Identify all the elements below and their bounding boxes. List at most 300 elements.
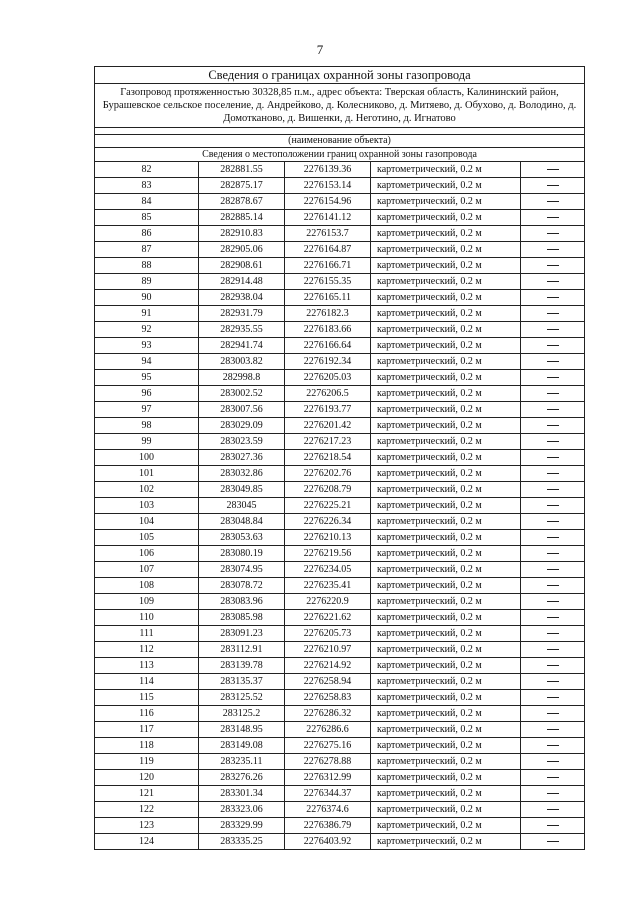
method-cell: картометрический, 0.2 м	[371, 402, 521, 418]
dash-mark	[547, 553, 559, 554]
table-row	[95, 498, 585, 514]
table-row	[95, 610, 585, 626]
spacer-row	[95, 128, 585, 135]
y-coordinate-cell: 2276235.41	[285, 578, 371, 594]
method-cell: картометрический, 0.2 м	[371, 562, 521, 578]
method-cell: картометрический, 0.2 м	[371, 258, 521, 274]
dash-mark	[547, 457, 559, 458]
dash-mark	[547, 841, 559, 842]
y-coordinate-cell: 2276164.87	[285, 242, 371, 258]
x-coordinate-cell: 282914.48	[199, 274, 285, 290]
dash-mark	[547, 169, 559, 170]
empty-value-cell	[521, 706, 585, 722]
x-coordinate-cell: 282931.79	[199, 306, 285, 322]
point-number-cell: 99	[95, 434, 199, 450]
empty-value-cell	[521, 626, 585, 642]
empty-value-cell	[521, 434, 585, 450]
y-coordinate-cell: 2276221.62	[285, 610, 371, 626]
table-row	[95, 178, 585, 194]
coordinates-table	[94, 66, 585, 850]
point-number-cell: 121	[95, 786, 199, 802]
y-coordinate-cell: 2276183.66	[285, 322, 371, 338]
dash-mark	[547, 601, 559, 602]
table-row	[95, 562, 585, 578]
method-cell: картометрический, 0.2 м	[371, 834, 521, 850]
y-coordinate-cell: 2276192.34	[285, 354, 371, 370]
table-row	[95, 226, 585, 242]
dash-mark	[547, 681, 559, 682]
empty-value-cell	[521, 690, 585, 706]
y-coordinate-cell: 2276205.73	[285, 626, 371, 642]
method-cell: картометрический, 0.2 м	[371, 306, 521, 322]
x-coordinate-cell: 283148.95	[199, 722, 285, 738]
method-cell: картометрический, 0.2 м	[371, 514, 521, 530]
document-title: Сведения о границах охранной зоны газопровода	[95, 67, 585, 84]
dash-mark	[547, 633, 559, 634]
x-coordinate-cell: 283053.63	[199, 530, 285, 546]
x-coordinate-cell: 283323.06	[199, 802, 285, 818]
table-row	[95, 370, 585, 386]
dash-mark	[547, 745, 559, 746]
method-cell: картометрический, 0.2 м	[371, 386, 521, 402]
empty-value-cell	[521, 274, 585, 290]
point-number-cell: 90	[95, 290, 199, 306]
y-coordinate-cell: 2276166.64	[285, 338, 371, 354]
location-heading: Сведения о местоположении границ охранной зоны газопровода	[95, 148, 585, 162]
method-cell: картометрический, 0.2 м	[371, 770, 521, 786]
method-cell: картометрический, 0.2 м	[371, 594, 521, 610]
table-row	[95, 354, 585, 370]
dash-mark	[547, 297, 559, 298]
empty-value-cell	[521, 306, 585, 322]
y-coordinate-cell: 2276403.92	[285, 834, 371, 850]
point-number-cell: 114	[95, 674, 199, 690]
table-row	[95, 578, 585, 594]
point-number-cell: 93	[95, 338, 199, 354]
point-number-cell: 123	[95, 818, 199, 834]
dash-mark	[547, 505, 559, 506]
x-coordinate-cell: 283125.52	[199, 690, 285, 706]
x-coordinate-cell: 283048.84	[199, 514, 285, 530]
y-coordinate-cell: 2276218.54	[285, 450, 371, 466]
empty-value-cell	[521, 738, 585, 754]
y-coordinate-cell: 2276258.94	[285, 674, 371, 690]
y-coordinate-cell: 2276312.99	[285, 770, 371, 786]
dash-mark	[547, 345, 559, 346]
method-cell: картометрический, 0.2 м	[371, 626, 521, 642]
x-coordinate-cell: 283235.11	[199, 754, 285, 770]
empty-value-cell	[521, 418, 585, 434]
table-row	[95, 434, 585, 450]
point-number-cell: 124	[95, 834, 199, 850]
method-cell: картометрический, 0.2 м	[371, 738, 521, 754]
method-cell: картометрический, 0.2 м	[371, 802, 521, 818]
point-number-cell: 107	[95, 562, 199, 578]
method-cell: картометрический, 0.2 м	[371, 226, 521, 242]
empty-value-cell	[521, 402, 585, 418]
dash-mark	[547, 489, 559, 490]
method-cell: картометрический, 0.2 м	[371, 754, 521, 770]
x-coordinate-cell: 283080.19	[199, 546, 285, 562]
dash-mark	[547, 665, 559, 666]
point-number-cell: 112	[95, 642, 199, 658]
x-coordinate-cell: 283074.95	[199, 562, 285, 578]
x-coordinate-cell: 283085.98	[199, 610, 285, 626]
caption-row	[95, 135, 585, 148]
point-number-cell: 98	[95, 418, 199, 434]
point-number-cell: 109	[95, 594, 199, 610]
dash-mark	[547, 521, 559, 522]
x-coordinate-cell: 283125.2	[199, 706, 285, 722]
method-cell: картометрический, 0.2 м	[371, 498, 521, 514]
dash-mark	[547, 569, 559, 570]
y-coordinate-cell: 2276153.14	[285, 178, 371, 194]
y-coordinate-cell: 2276220.9	[285, 594, 371, 610]
x-coordinate-cell: 283027.36	[199, 450, 285, 466]
table-row	[95, 658, 585, 674]
x-coordinate-cell: 282938.04	[199, 290, 285, 306]
point-number-cell: 86	[95, 226, 199, 242]
y-coordinate-cell: 2276226.34	[285, 514, 371, 530]
y-coordinate-cell: 2276210.97	[285, 642, 371, 658]
point-number-cell: 82	[95, 162, 199, 178]
x-coordinate-cell: 283329.99	[199, 818, 285, 834]
y-coordinate-cell: 2276234.05	[285, 562, 371, 578]
table-row	[95, 386, 585, 402]
y-coordinate-cell: 2276205.03	[285, 370, 371, 386]
empty-value-cell	[521, 242, 585, 258]
empty-value-cell	[521, 194, 585, 210]
y-coordinate-cell: 2276214.92	[285, 658, 371, 674]
empty-value-cell	[521, 322, 585, 338]
table-row	[95, 306, 585, 322]
y-coordinate-cell: 2276202.76	[285, 466, 371, 482]
x-coordinate-cell: 283003.82	[199, 354, 285, 370]
dash-mark	[547, 809, 559, 810]
dash-mark	[547, 649, 559, 650]
dash-mark	[547, 473, 559, 474]
object-description: Газопровод протяженностью 30328,85 п.м., адрес объекта: Тверская область, Калининский район, Бурашевское сельское поселение, д. Андрейково, д. Колесниково, д. Митяево, д. Обухово, д. Володино, д. Домотканово, д. Вишенки, д. Неготино, д. Игнатово	[95, 84, 585, 128]
y-coordinate-cell: 2276286.32	[285, 706, 371, 722]
table-row	[95, 466, 585, 482]
point-number-cell: 87	[95, 242, 199, 258]
dash-mark	[547, 409, 559, 410]
empty-value-cell	[521, 482, 585, 498]
method-cell: картометрический, 0.2 м	[371, 818, 521, 834]
dash-mark	[547, 185, 559, 186]
dash-mark	[547, 537, 559, 538]
empty-value-cell	[521, 514, 585, 530]
empty-value-cell	[521, 594, 585, 610]
method-cell: картометрический, 0.2 м	[371, 482, 521, 498]
dash-mark	[547, 585, 559, 586]
method-cell: картометрический, 0.2 м	[371, 370, 521, 386]
point-number-cell: 84	[95, 194, 199, 210]
dash-mark	[547, 729, 559, 730]
point-number-cell: 83	[95, 178, 199, 194]
table-row	[95, 194, 585, 210]
empty-value-cell	[521, 562, 585, 578]
y-coordinate-cell: 2276153.7	[285, 226, 371, 242]
dash-mark	[547, 233, 559, 234]
x-coordinate-cell: 282910.83	[199, 226, 285, 242]
point-number-cell: 100	[95, 450, 199, 466]
y-coordinate-cell: 2276374.6	[285, 802, 371, 818]
dash-mark	[547, 361, 559, 362]
point-number-cell: 118	[95, 738, 199, 754]
point-number-cell: 102	[95, 482, 199, 498]
empty-value-cell	[521, 610, 585, 626]
table-row	[95, 802, 585, 818]
method-cell: картометрический, 0.2 м	[371, 290, 521, 306]
table-row	[95, 626, 585, 642]
dash-mark	[547, 249, 559, 250]
x-coordinate-cell: 283007.56	[199, 402, 285, 418]
table-row	[95, 418, 585, 434]
table-row	[95, 274, 585, 290]
empty-value-cell	[521, 162, 585, 178]
y-coordinate-cell: 2276258.83	[285, 690, 371, 706]
table-row	[95, 674, 585, 690]
empty-value-cell	[521, 338, 585, 354]
empty-value-cell	[521, 354, 585, 370]
table-row	[95, 818, 585, 834]
empty-value-cell	[521, 210, 585, 226]
table-row	[95, 530, 585, 546]
y-coordinate-cell: 2276139.36	[285, 162, 371, 178]
dash-mark	[547, 713, 559, 714]
x-coordinate-cell: 282878.67	[199, 194, 285, 210]
y-coordinate-cell: 2276219.56	[285, 546, 371, 562]
x-coordinate-cell: 283045	[199, 498, 285, 514]
point-number-cell: 92	[95, 322, 199, 338]
x-coordinate-cell: 283023.59	[199, 434, 285, 450]
dash-mark	[547, 393, 559, 394]
empty-value-cell	[521, 546, 585, 562]
x-coordinate-cell: 283276.26	[199, 770, 285, 786]
x-coordinate-cell: 283002.52	[199, 386, 285, 402]
point-number-cell: 95	[95, 370, 199, 386]
y-coordinate-cell: 2276386.79	[285, 818, 371, 834]
method-cell: картометрический, 0.2 м	[371, 210, 521, 226]
y-coordinate-cell: 2276193.77	[285, 402, 371, 418]
table-row	[95, 546, 585, 562]
table-row	[95, 738, 585, 754]
empty-value-cell	[521, 818, 585, 834]
point-number-cell: 119	[95, 754, 199, 770]
empty-value-cell	[521, 466, 585, 482]
empty-value-cell	[521, 178, 585, 194]
table-row	[95, 722, 585, 738]
dash-mark	[547, 425, 559, 426]
point-number-cell: 116	[95, 706, 199, 722]
y-coordinate-cell: 2276278.88	[285, 754, 371, 770]
y-coordinate-cell: 2276225.21	[285, 498, 371, 514]
method-cell: картометрический, 0.2 м	[371, 690, 521, 706]
table-row	[95, 642, 585, 658]
y-coordinate-cell: 2276155.35	[285, 274, 371, 290]
x-coordinate-cell: 283091.23	[199, 626, 285, 642]
method-cell: картометрический, 0.2 м	[371, 658, 521, 674]
x-coordinate-cell: 282905.06	[199, 242, 285, 258]
y-coordinate-cell: 2276154.96	[285, 194, 371, 210]
dash-mark	[547, 697, 559, 698]
dash-mark	[547, 441, 559, 442]
method-cell: картометрический, 0.2 м	[371, 674, 521, 690]
method-cell: картометрический, 0.2 м	[371, 546, 521, 562]
table-row	[95, 770, 585, 786]
x-coordinate-cell: 283078.72	[199, 578, 285, 594]
dash-mark	[547, 825, 559, 826]
method-cell: картометрический, 0.2 м	[371, 194, 521, 210]
method-cell: картометрический, 0.2 м	[371, 466, 521, 482]
point-number-cell: 89	[95, 274, 199, 290]
point-number-cell: 120	[95, 770, 199, 786]
y-coordinate-cell: 2276201.42	[285, 418, 371, 434]
x-coordinate-cell: 282998.8	[199, 370, 285, 386]
empty-value-cell	[521, 786, 585, 802]
point-number-cell: 122	[95, 802, 199, 818]
title-row	[95, 67, 585, 84]
x-coordinate-cell: 283112.91	[199, 642, 285, 658]
y-coordinate-cell: 2276286.6	[285, 722, 371, 738]
x-coordinate-cell: 283135.37	[199, 674, 285, 690]
x-coordinate-cell: 282941.74	[199, 338, 285, 354]
dash-mark	[547, 377, 559, 378]
x-coordinate-cell: 282885.14	[199, 210, 285, 226]
empty-value-cell	[521, 642, 585, 658]
point-number-cell: 103	[95, 498, 199, 514]
object-caption: (наименование объекта)	[95, 135, 585, 148]
y-coordinate-cell: 2276217.23	[285, 434, 371, 450]
point-number-cell: 111	[95, 626, 199, 642]
y-coordinate-cell: 2276182.3	[285, 306, 371, 322]
point-number-cell: 96	[95, 386, 199, 402]
table-row	[95, 258, 585, 274]
table-row	[95, 242, 585, 258]
empty-value-cell	[521, 450, 585, 466]
table-row	[95, 402, 585, 418]
empty-value-cell	[521, 674, 585, 690]
table-row	[95, 338, 585, 354]
empty-value-cell	[521, 754, 585, 770]
y-coordinate-cell: 2276141.12	[285, 210, 371, 226]
point-number-cell: 97	[95, 402, 199, 418]
method-cell: картометрический, 0.2 м	[371, 322, 521, 338]
y-coordinate-cell: 2276208.79	[285, 482, 371, 498]
dash-mark	[547, 617, 559, 618]
method-cell: картометрический, 0.2 м	[371, 178, 521, 194]
method-cell: картометрический, 0.2 м	[371, 578, 521, 594]
method-cell: картометрический, 0.2 м	[371, 274, 521, 290]
empty-value-cell	[521, 834, 585, 850]
x-coordinate-cell: 283301.34	[199, 786, 285, 802]
method-cell: картометрический, 0.2 м	[371, 354, 521, 370]
method-cell: картометрический, 0.2 м	[371, 610, 521, 626]
table-row	[95, 786, 585, 802]
empty-value-cell	[521, 530, 585, 546]
point-number-cell: 94	[95, 354, 199, 370]
x-coordinate-cell: 283139.78	[199, 658, 285, 674]
method-cell: картометрический, 0.2 м	[371, 418, 521, 434]
point-number-cell: 91	[95, 306, 199, 322]
empty-value-cell	[521, 498, 585, 514]
method-cell: картометрический, 0.2 м	[371, 450, 521, 466]
method-cell: картометрический, 0.2 м	[371, 530, 521, 546]
table-row	[95, 690, 585, 706]
x-coordinate-cell: 283029.09	[199, 418, 285, 434]
empty-value-cell	[521, 226, 585, 242]
point-number-cell: 105	[95, 530, 199, 546]
point-number-cell: 101	[95, 466, 199, 482]
dash-mark	[547, 265, 559, 266]
y-coordinate-cell: 2276166.71	[285, 258, 371, 274]
table-row	[95, 450, 585, 466]
point-number-cell: 110	[95, 610, 199, 626]
x-coordinate-cell: 283335.25	[199, 834, 285, 850]
x-coordinate-cell: 283049.85	[199, 482, 285, 498]
description-row	[95, 84, 585, 128]
method-cell: картометрический, 0.2 м	[371, 722, 521, 738]
empty-value-cell	[521, 386, 585, 402]
x-coordinate-cell: 283149.08	[199, 738, 285, 754]
method-cell: картометрический, 0.2 м	[371, 706, 521, 722]
method-cell: картометрический, 0.2 м	[371, 786, 521, 802]
table-row	[95, 706, 585, 722]
point-number-cell: 88	[95, 258, 199, 274]
empty-value-cell	[521, 578, 585, 594]
y-coordinate-cell: 2276210.13	[285, 530, 371, 546]
table-row	[95, 754, 585, 770]
method-cell: картометрический, 0.2 м	[371, 162, 521, 178]
x-coordinate-cell: 282908.61	[199, 258, 285, 274]
table-row	[95, 482, 585, 498]
subheading-row	[95, 148, 585, 162]
method-cell: картометрический, 0.2 м	[371, 434, 521, 450]
point-number-cell: 115	[95, 690, 199, 706]
empty-value-cell	[521, 290, 585, 306]
dash-mark	[547, 201, 559, 202]
point-number-cell: 117	[95, 722, 199, 738]
dash-mark	[547, 761, 559, 762]
y-coordinate-cell: 2276165.11	[285, 290, 371, 306]
y-coordinate-cell: 2276206.5	[285, 386, 371, 402]
empty-value-cell	[521, 802, 585, 818]
point-number-cell: 113	[95, 658, 199, 674]
table-row	[95, 834, 585, 850]
table-row	[95, 322, 585, 338]
table-row	[95, 594, 585, 610]
empty-value-cell	[521, 658, 585, 674]
point-number-cell: 104	[95, 514, 199, 530]
dash-mark	[547, 777, 559, 778]
x-coordinate-cell: 282881.55	[199, 162, 285, 178]
table-row	[95, 514, 585, 530]
table-row	[95, 162, 585, 178]
dash-mark	[547, 329, 559, 330]
method-cell: картометрический, 0.2 м	[371, 642, 521, 658]
method-cell: картометрический, 0.2 м	[371, 242, 521, 258]
x-coordinate-cell: 283032.86	[199, 466, 285, 482]
boundary-sheet	[94, 66, 584, 850]
table-row	[95, 210, 585, 226]
x-coordinate-cell: 282935.55	[199, 322, 285, 338]
dash-mark	[547, 281, 559, 282]
x-coordinate-cell: 283083.96	[199, 594, 285, 610]
empty-value-cell	[521, 722, 585, 738]
dash-mark	[547, 217, 559, 218]
y-coordinate-cell: 2276344.37	[285, 786, 371, 802]
